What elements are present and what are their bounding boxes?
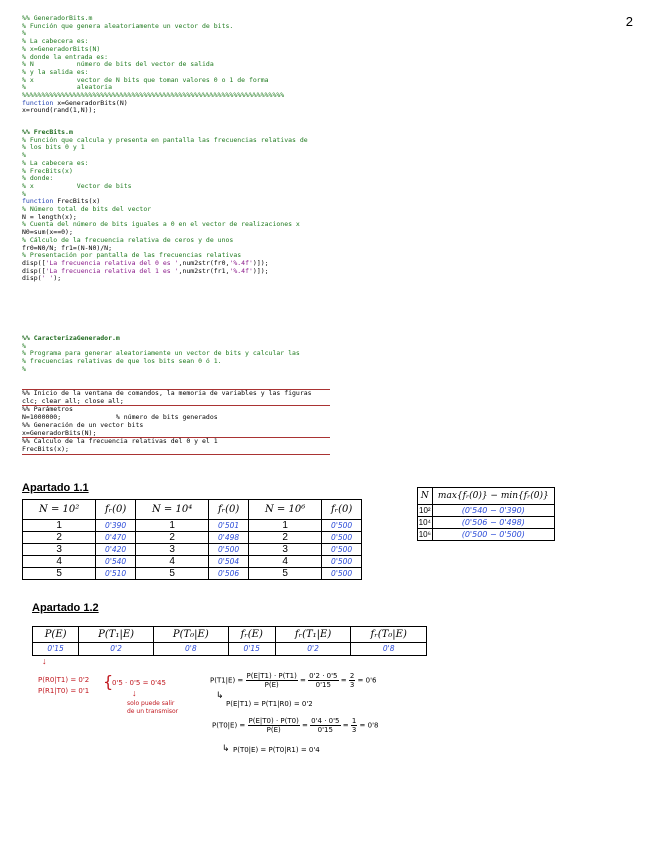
table-cell: 4 [23, 556, 96, 568]
table-cell: 1 [135, 520, 208, 532]
table-cell: 5 [23, 568, 96, 580]
table-row [23, 556, 362, 568]
code-line: N = length(x); [22, 212, 77, 221]
note-red-1: P(R0|T1) = 0'2 [38, 676, 90, 684]
code-frec-bits [22, 129, 308, 283]
code-line: % aleatoria [22, 83, 113, 92]
table-cell: 3 [248, 544, 321, 556]
script-panel [22, 389, 330, 455]
eq2-mid-num: 0'4 · 0'5 [311, 717, 340, 725]
table-cell: 5 [248, 568, 321, 580]
table-row [418, 529, 555, 541]
code-line: % Número total de bits del vector [22, 205, 152, 214]
table-header: fᵣ(E) [228, 627, 275, 643]
code-line: fr0=N0/N; fr1=(N-N0)/N; [22, 243, 113, 252]
table-cell: 10⁶ [418, 530, 431, 539]
probability-table [32, 626, 427, 656]
script-header: %% Inicio de la ventana de comandos, la memoria de variables y las figuras [22, 389, 312, 397]
equation-2: P(T0|E) = $\frac{P(E|T0) \cdot P(T0)}{P(E)}$ = $\frac{0'4 \cdot 0'5}{0'15}$ = $\frac{1}{3}$ = 0'8 [212, 717, 379, 734]
table-cell: 0'500 [322, 568, 362, 580]
table-cell: 0'504 [209, 556, 249, 568]
page-number: 2 [625, 14, 633, 29]
code-line: % frecuencias relativas de que los bits sean 0 ó 1. [22, 357, 222, 366]
script-gen-title: %% Generación de un vector bits [22, 420, 144, 429]
table-cell: 10⁴ [418, 518, 431, 527]
eq2-num: P(E|T0) · P(T0) [248, 717, 299, 725]
code-line: disp(' '); [22, 274, 62, 283]
section-title-1-2: Apartado 1.2 [32, 602, 99, 614]
eq2-den: P(E) [266, 726, 281, 734]
table-cell: 0'500 [322, 556, 362, 568]
code-line: % [22, 341, 26, 350]
table-cell: 0'500 [322, 520, 362, 532]
table-cell: 0'15 [33, 643, 79, 656]
table-cell: 0'510 [96, 568, 136, 580]
table-cell: 0'470 [96, 532, 136, 544]
code-line: % x vector de N bits que toman valores 0 o 1 de forma [22, 75, 269, 84]
table-cell: 0'2 [275, 643, 351, 656]
code-line: % [22, 189, 26, 198]
note-red-explain-2: de un transmisor [127, 708, 179, 715]
table-cell: 2 [248, 532, 321, 544]
table-cell: 0'506 [209, 568, 249, 580]
table-cell: 0'540 [96, 556, 136, 568]
table-header: fᵣ(0) [96, 500, 136, 520]
table-row [23, 568, 362, 580]
difference-table [417, 487, 555, 541]
equation-1: P(T1|E) = $\frac{P(E|T1) \cdot P(T1)}{P(E)}$ = $\frac{0'2 \cdot 0'5}{0'15}$ = $\frac{2}{3}$ = 0'6 [210, 672, 377, 689]
table-header: fᵣ(T₁|E) [275, 627, 351, 643]
code-generador-bits [22, 15, 284, 115]
eq2-frac-den: 3 [351, 726, 357, 734]
code-line: % La cabecera es: [22, 158, 89, 167]
table-header: N = 10² [23, 500, 96, 520]
table-cell: 0'500 [322, 532, 362, 544]
script-params-title: %% Parámetros [22, 405, 73, 414]
section-title-1-1: Apartado 1.1 [22, 482, 89, 494]
eq1-mid-den: 0'15 [315, 681, 331, 689]
table-header: fᵣ(0) [209, 500, 249, 520]
table-header: P(E) [33, 627, 79, 643]
table-header: P(T₁|E) [79, 627, 154, 643]
script-gen-line: x=GeneradorBits(N); [22, 428, 97, 437]
code-line: %% FrecBits.m [22, 128, 73, 136]
table-header: fᵣ(0) [322, 500, 362, 520]
table-header: N [418, 488, 433, 505]
down-arrow-icon-4: ↳ [222, 743, 230, 753]
table-cell: 0'500 [209, 544, 249, 556]
table-cell: 0'390 [96, 520, 136, 532]
table-cell: 1 [248, 520, 321, 532]
script-calc-line: FrecBits(x); [22, 444, 69, 453]
eq2-mid-den: 0'15 [317, 726, 333, 734]
table-cell: (0'506 − 0'498) [432, 517, 554, 529]
brace-icon: { [103, 672, 114, 691]
eq2-frac-num: 1 [351, 717, 357, 725]
table-cell: 3 [135, 544, 208, 556]
table-header: fᵣ(T₀|E) [351, 627, 427, 643]
code-line: %%%%%%%%%%%%%%%%%%%%%%%%%%%%%%%%%%%%%%%%%%%%%%%%%%%%%%%%%%%%%%%%%%% [22, 91, 285, 100]
code-line: %% GeneradorBits.m [22, 14, 93, 22]
script-clear-line: clc; clear all; close all; [22, 396, 124, 405]
code-line: % donde: [22, 174, 54, 183]
code-line: function FrecBits(x) [22, 197, 101, 206]
script-params-line: N=1000000; % número de bits generados [22, 413, 218, 422]
code-line: % Cuenta del número de bits iguales a 0 en el vector de realizaciones x [22, 220, 300, 229]
eq2-lhs: P(T0|E) = [212, 721, 246, 730]
code-line: % x Vector de bits [22, 181, 132, 190]
code-line: function x=GeneradorBits(N) [22, 98, 128, 107]
table-cell: 4 [248, 556, 321, 568]
code-line: %% CaracterizaGenerador.m [22, 334, 120, 342]
code-line: % [22, 29, 26, 38]
table-row [418, 517, 555, 529]
code-line: x=round(rand(1,N)); [22, 106, 97, 115]
code-line: % FrecBits(x) [22, 166, 73, 175]
eq1-sub: P(E|T1) = P(T1|R0) = 0'2 [226, 700, 313, 708]
eq1-den: P(E) [264, 681, 279, 689]
code-line: % Función que calcula y presenta en pantalla las frecuencias relativas de [22, 135, 308, 144]
table-cell: (0'540 − 0'390) [432, 505, 554, 517]
code-line: % Programa para generar aleatoriamente un vector de bits y calcular las [22, 349, 300, 358]
table-cell: 0'501 [209, 520, 249, 532]
code-line: % [22, 364, 26, 373]
frequency-table [22, 499, 362, 580]
code-line: % N número de bits del vector de salida [22, 60, 214, 69]
eq1-lhs: P(T1|E) = [210, 676, 244, 685]
note-red-explain-1: solo puede salir [127, 700, 175, 707]
table-header: N = 10⁶ [248, 500, 321, 520]
code-line: N0=sum(x==0); [22, 228, 73, 237]
down-arrow-icon: ↓ [42, 656, 47, 666]
code-caracteriza-generador [22, 335, 300, 374]
code-line: % La cabecera es: [22, 37, 89, 46]
code-line: disp(['La frecuencia relativa del 0 es ',num2str(fr0,'%.4f')]); [22, 258, 269, 267]
table-cell: 2 [23, 532, 96, 544]
table-cell: 0'420 [96, 544, 136, 556]
code-line: % donde la entrada es: [22, 52, 109, 61]
note-calc-pe: 0'5 · 0'5 = 0'45 [112, 679, 166, 687]
note-red-2: P(R1|T0) = 0'1 [38, 687, 90, 695]
eq1-mid-num: 0'2 · 0'5 [309, 672, 338, 680]
code-line: % Presentación por pantalla de las frecuencias relativas [22, 251, 242, 260]
down-arrow-icon-2: ↓ [132, 688, 137, 698]
code-line: % Función que genera aleatoriamente un vector de bits. [22, 21, 234, 30]
eq2-result: = 0'8 [359, 721, 379, 730]
table-header: N = 10⁴ [135, 500, 208, 520]
table-cell: 0'8 [351, 643, 427, 656]
table-cell: 0'2 [79, 643, 154, 656]
eq1-frac-den: 3 [349, 681, 355, 689]
table-cell: 10² [419, 506, 431, 515]
down-arrow-icon-3: ↳ [216, 690, 224, 700]
code-line: % x=GeneradorBits(N) [22, 44, 101, 53]
code-line: % [22, 151, 26, 160]
table-cell: 0'15 [228, 643, 275, 656]
table-header: P(T₀|E) [153, 627, 228, 643]
table-row [23, 532, 362, 544]
table-row [23, 520, 362, 532]
eq1-num: P(E|T1) · P(T1) [246, 672, 297, 680]
table-cell: (0'500 − 0'500) [432, 529, 554, 541]
table-cell: 2 [135, 532, 208, 544]
script-calc-title: %% Calculo de la frecuencia relativas del 0 y el 1 [22, 437, 218, 446]
table-row [23, 544, 362, 556]
table-row [418, 505, 555, 517]
code-line: % y la salida es: [22, 67, 89, 76]
table-cell: 3 [23, 544, 96, 556]
table-cell: 5 [135, 568, 208, 580]
table-cell: 0'8 [153, 643, 228, 656]
table-cell: 0'500 [322, 544, 362, 556]
code-line: % Cálculo de la frecuencia relativa de ceros y de unos [22, 235, 234, 244]
table-cell: 4 [135, 556, 208, 568]
table-cell: 1 [23, 520, 96, 532]
code-line: disp(['La frecuencia relativa del 1 es ',num2str(fr1,'%.4f')]); [22, 266, 269, 275]
code-line: % los bits 0 y 1 [22, 143, 85, 152]
eq1-frac-num: 2 [349, 672, 355, 680]
table-header: max{fᵣ(0)} − min{fᵣ(0)} [432, 488, 554, 505]
eq2-sub: P(T0|E) = P(T0|R1) = 0'4 [233, 746, 320, 754]
table-cell: 0'498 [209, 532, 249, 544]
eq1-result: = 0'6 [357, 676, 377, 685]
